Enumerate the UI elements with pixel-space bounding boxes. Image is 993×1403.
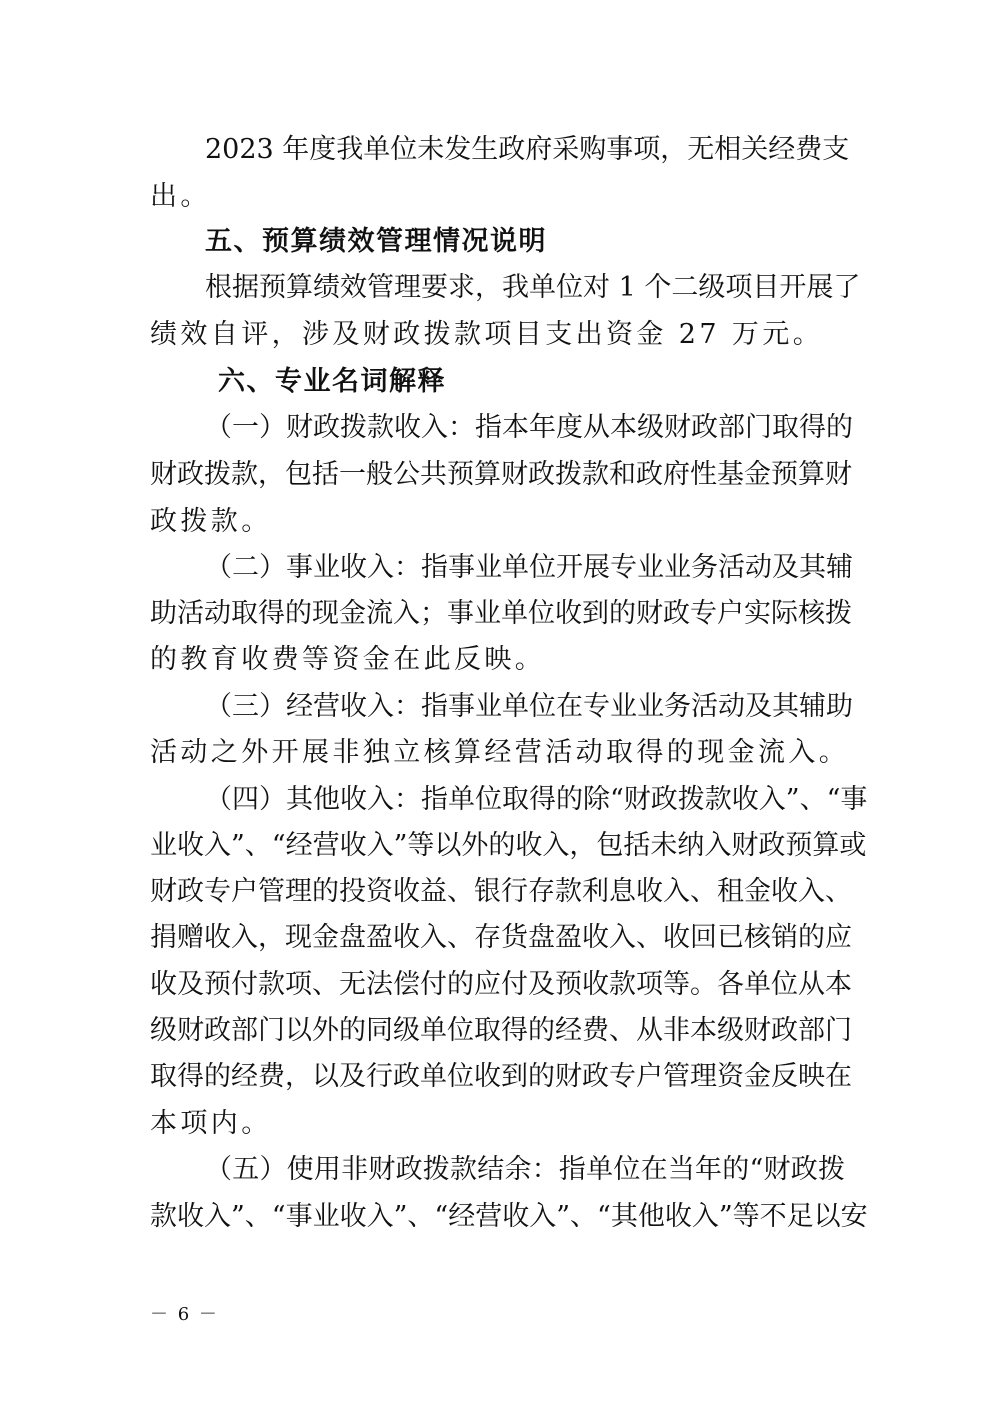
paragraph-line: 财政拨款，包括一般公共预算财政拨款和政府性基金预算财 xyxy=(150,459,852,490)
paragraph-line: 绩效自评，涉及财政拨款项目支出资金 27 万元。 xyxy=(150,319,824,350)
section-heading: 五、预算绩效管理情况说明 xyxy=(205,226,547,257)
paragraph-line: 活动之外开展非独立核算经营活动取得的现金流入。 xyxy=(150,737,850,768)
paragraph-line: 级财政部门以外的同级单位取得的经费、从非本级财政部门 xyxy=(150,1015,852,1046)
paragraph-line: （四）其他收入：指单位取得的除“财政拨款收入”、“事 xyxy=(205,784,868,815)
paragraph-line: 的教育收费等资金在此反映。 xyxy=(150,644,546,675)
paragraph-line: 政拨款。 xyxy=(150,506,272,537)
paragraph-line: 业收入”、“经营收入”等以外的收入，包括未纳入财政预算或 xyxy=(150,830,867,861)
paragraph-line: （一）财政拨款收入：指本年度从本级财政部门取得的 xyxy=(205,412,853,443)
section-heading: 六、专业名词解释 xyxy=(218,366,446,397)
paragraph-line: （三）经营收入：指事业单位在专业业务活动及其辅助 xyxy=(205,691,853,722)
paragraph-line: 助活动取得的现金流入；事业单位收到的财政专户实际核拨 xyxy=(150,598,852,629)
paragraph-line: 本项内。 xyxy=(150,1108,272,1139)
page-number: － 6 － xyxy=(150,1304,219,1325)
paragraph-line: 出。 xyxy=(150,181,211,212)
paragraph-line: （二）事业收入：指事业单位开展专业业务活动及其辅 xyxy=(205,552,853,583)
paragraph-line: 根据预算绩效管理要求，我单位对 1 个二级项目开展了 xyxy=(205,272,861,303)
paragraph-line: （五）使用非财政拨款结余：指单位在当年的“财政拨 xyxy=(205,1154,845,1185)
paragraph-line: 捐赠收入，现金盘盈收入、存货盘盈收入、收回已核销的应 xyxy=(150,922,852,953)
paragraph-line: 2023 年度我单位未发生政府采购事项，无相关经费支 xyxy=(205,134,850,165)
paragraph-line: 款收入”、“事业收入”、“经营收入”、“其他收入”等不足以安 xyxy=(150,1201,868,1232)
paragraph-line: 收及预付款项、无法偿付的应付及预收款项等。各单位从本 xyxy=(150,969,852,1000)
paragraph-line: 取得的经费，以及行政单位收到的财政专户管理资金反映在 xyxy=(150,1061,852,1092)
paragraph-line: 财政专户管理的投资收益、银行存款利息收入、租金收入、 xyxy=(150,876,852,907)
